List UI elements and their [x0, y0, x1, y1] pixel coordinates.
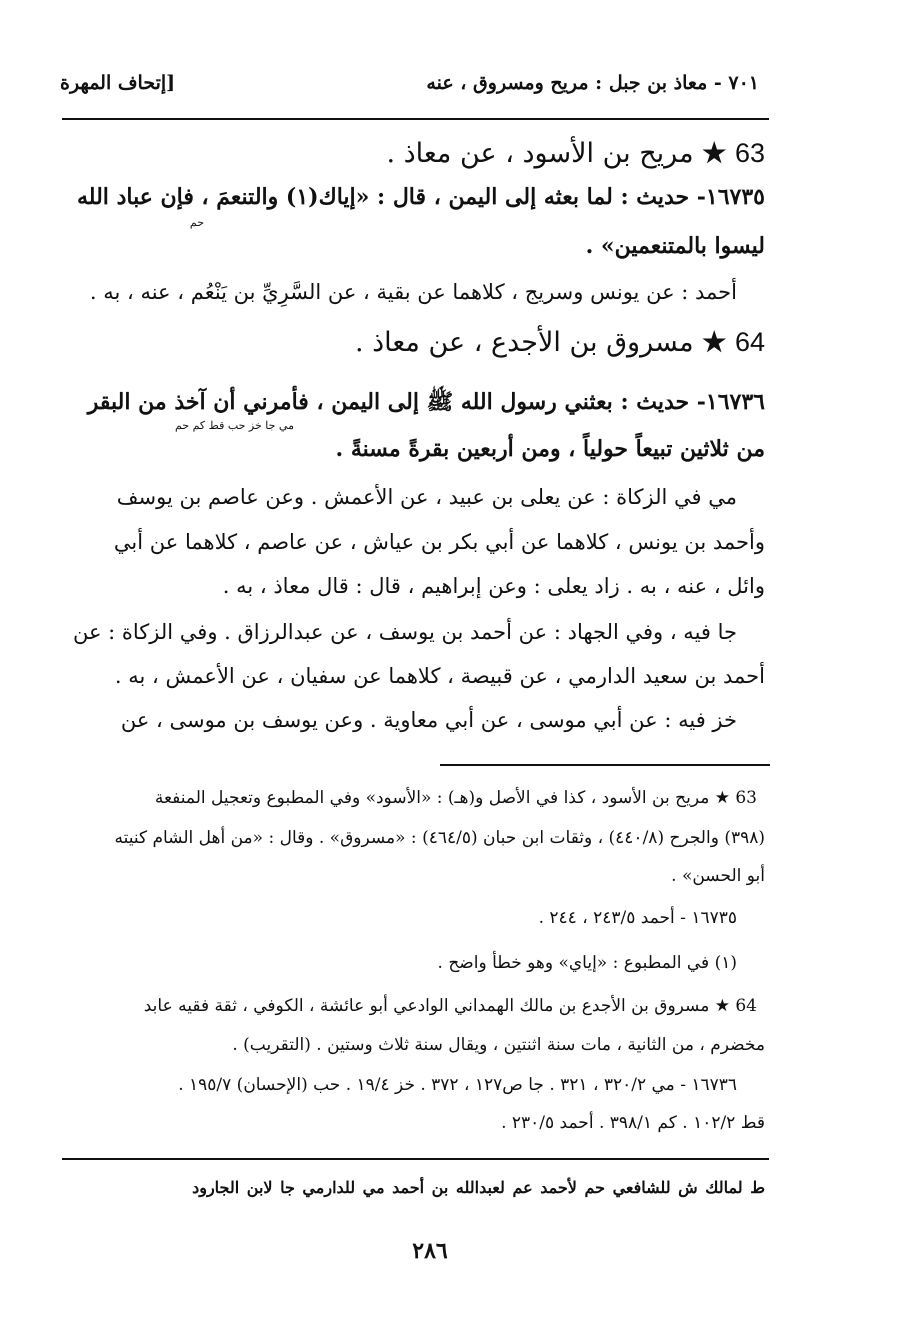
footnote-ref-16736-line2: قط ١٠٢/٢ . كم ٣٩٨/١ . أحمد ٢٣٠/٥ . — [501, 1113, 765, 1133]
abbreviation-legend: ط لمالك ش للشافعي حم لأحمد عم لعبدالله بن أحمد مي للدارمي جا لابن الجارود — [192, 1178, 765, 1197]
section-number: 63 — [734, 138, 765, 168]
hadith-16736-p1-line1: مي في الزكاة : عن يعلى بن عبيد ، عن الأعمش . وعن عاصم بن يوسف — [116, 485, 737, 509]
hadith-16736-p1-line2: وأحمد بن يونس ، كلاهما عن أبي بكر بن عياش ، عن عاصم ، كلاهما عن أبي — [113, 530, 765, 554]
hadith-16736-sigla: مي جا خز حب قط كم حم — [174, 419, 294, 432]
section-63-heading — [386, 138, 765, 169]
hadith-16736-p2-line2: أحمد بن سعيد الدارمي ، عن قبيصة ، كلاهما عن سفيان ، عن الأعمش ، به . — [114, 664, 765, 688]
footnote-63-line1: 63 ★ مريح بن الأسود ، كذا في الأصل و(هـ) : «الأسود» وفي المطبوع وتعجيل المنفعة — [154, 788, 757, 808]
section-64-heading — [355, 327, 765, 358]
hadith-16735-line2: ليسوا بالمتنعمين» . — [585, 233, 765, 259]
footnote-63-line2: (٣٩٨) والجرح (٤٤٠/٨) ، وثقات ابن حبان (٤٦٤/٥) : «مسروق» . وقال : «من أهل الشام كنيته — [114, 828, 765, 848]
footnote-ref-16735: ١٦٧٣٥ - أحمد ٢٤٣/٥ ، ٢٤٤ . — [538, 908, 737, 928]
running-header-left: [إتحاف المهرة — [60, 72, 176, 94]
footnote-64-line1: 64 ★ مسروق بن الأجدع بن مالك الهمداني الوادعي أبو عائشة ، الكوفي ، ثقة فقيه عابد — [143, 996, 757, 1016]
hadith-16736-p2-line1: جا فيه ، وفي الجهاد : عن أحمد بن يوسف ، عن عبدالرزاق . وفي الزكاة : عن — [72, 620, 737, 644]
footnote-separator — [440, 764, 770, 766]
footnote-63-line3: أبو الحسن» . — [671, 866, 765, 886]
hadith-16736-p1-line3: وائل ، عنه ، به . زاد يعلى : وعن إبراهيم ، قال : قال معاذ ، به . — [222, 574, 765, 598]
footnote-note-1: (١) في المطبوع : «إياي» وهو خطأ واضح . — [437, 953, 737, 973]
header-rule — [62, 118, 769, 120]
hadith-16736-line2: من ثلاثين تبيعاً حولياً ، ومن أربعين بقرةً مسنةً . — [335, 436, 765, 462]
footnote-ref-16736-line1: ١٦٧٣٦ - مي ٣٢٠/٢ ، ٣٢١ . جا ص١٢٧ ، ٣٧٢ . خز ١٩/٤ . حب (الإحسان) ١٩٥/٧ . — [178, 1075, 737, 1095]
star-icon: ★ — [702, 327, 727, 358]
section-title: مريح بن الأسود ، عن معاذ . — [386, 138, 694, 169]
hadith-16736-line1: ١٦٧٣٦- حديث : بعثني رسول الله ﷺ إلى اليمن ، فأمرني أن آخذ من البقر — [87, 389, 765, 415]
hadith-16736-p3-line1: خز فيه : عن أبي موسى ، عن أبي معاوية . وعن يوسف بن موسى ، عن — [120, 708, 737, 732]
page-number: ٢٨٦ — [412, 1238, 448, 1264]
running-header-right: ٧٠١ - معاذ بن جبل : مريح ومسروق ، عنه — [426, 72, 759, 94]
star-icon: ★ — [702, 138, 727, 169]
footnote-64-line2: مخضرم ، من الثانية ، مات سنة اثنتين ، ويقال سنة ثلاث وستين . (التقريب) . — [232, 1035, 765, 1055]
hadith-16735-source: أحمد : عن يونس وسريج ، كلاهما عن بقية ، عن السَّرِيِّ بن يَنْعُم ، عنه ، به . — [89, 280, 737, 304]
section-title: مسروق بن الأجدع ، عن معاذ . — [354, 327, 694, 358]
legend-rule — [62, 1158, 769, 1160]
hadith-16735-line1: ١٦٧٣٥- حديث : لما بعثه إلى اليمن ، قال : «إياك(١) والتنعمَ ، فإن عباد الله — [77, 184, 765, 210]
hadith-16735-sigla: حم — [189, 216, 204, 229]
section-number: 64 — [734, 327, 765, 357]
